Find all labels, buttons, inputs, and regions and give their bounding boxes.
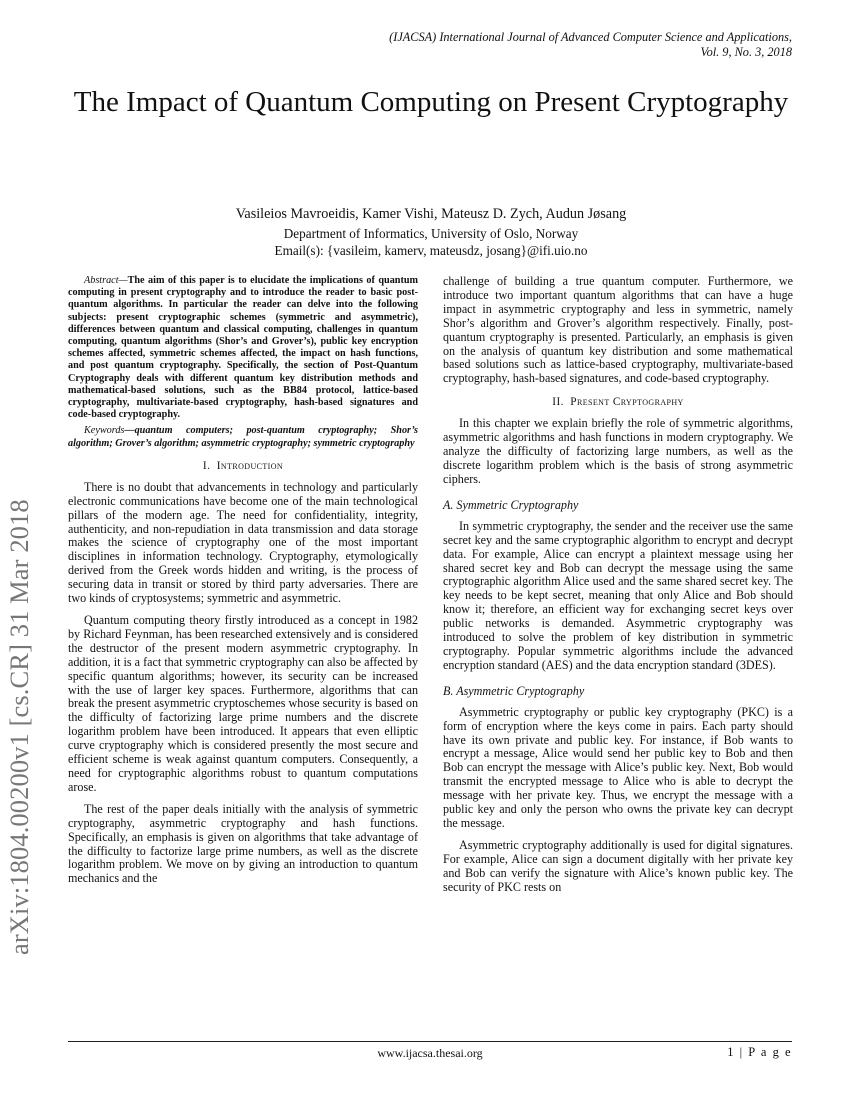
section-heading-present-cryptography <box>443 396 793 408</box>
section-title: Present Cryptography <box>570 396 684 409</box>
section-title: Introduction <box>216 459 284 472</box>
section-heading-introduction <box>68 460 418 472</box>
footer-url[interactable]: www.ijacsa.thesai.org <box>377 1046 483 1060</box>
affiliation: Department of Informatics, University of Oslo, Norway <box>283 226 579 241</box>
keywords <box>68 425 418 449</box>
journal-name: (IJACSA) International Journal of Advanced Computer Science and Applications, <box>389 30 792 44</box>
keywords-lead: Keywords <box>84 425 125 437</box>
section-number: II. <box>552 396 564 409</box>
journal-volume: Vol. 9, No. 3, 2018 <box>700 45 792 59</box>
left-column <box>68 275 418 894</box>
page-number: 1 | P a g e <box>727 1045 792 1059</box>
present-paragraph-1: In this chapter we explain briefly the role of symmetric algorithms, asymmetric algorithms and hash functions in modern cryptography. We analyze the difficulty of factorizing large numbers, as well as the discrete logarithm problem which is the basis of strong asymmetric ciphers. <box>443 416 793 486</box>
subsection-heading-symmetric: A. Symmetric Cryptography <box>443 497 579 512</box>
intro-paragraph-2: Quantum computing theory firstly introduced as a concept in 1982 by Richard Feynman, has been researched extensively and is considered the destructor of the present modern asymmetric cryptography. In addition, it is a fact that symmetric cryptography can also be affected by specific quantum algorithms; however, its security can be increased with the use of larger key spaces. Furthermore, algorithms that can break the present asymmetric cryptoschemes whose security is based on the difficulty of factorizing large prime numbers and the discrete logarithm problem have been introduced. It appears that even elliptic curve cryptography which is considered presently the most secure and efficient scheme is weak against quantum computers. Consequently, a need for cryptographic algorithms robust to quantum computations arose. <box>68 613 418 794</box>
arxiv-stamp[interactable]: arXiv:1804.00200v1 [cs.CR] 31 Mar 2018 <box>4 499 34 955</box>
asymmetric-paragraph-1: Asymmetric cryptography or public key cryptography (PKC) is a form of encryption where the keys come in pairs. Each party should have its own private and public key. For instance, if Bob wants to encrypt a message, Alice would send her public key to Bob and then Bob can encrypt the message with Alice’s public key. Next, Bob would transmit the encrypted message to Alice who is able to decrypt the message with her private key. Thus, we encrypt the message with a public key and only the person who owns the private key can decrypt the message. <box>443 704 793 830</box>
section-number: I. <box>202 459 211 472</box>
asymmetric-paragraph-2: Asymmetric cryptography additionally is used for digital signatures. For example, Alice can sign a document digitally with her private key and Bob can verify the signature with Alice’s known public key. The security of PKC rests on <box>443 837 793 894</box>
abstract <box>68 275 418 421</box>
symmetric-paragraph-1: In symmetric cryptography, the sender and the receiver use the same secret key and the same cryptographic algorithm to encrypt and decrypt data. For example, Alice can encrypt a plaintext message using her shared secret key and Bob can decrypt the message using the same cryptographic algorithm Alice used and the same shared secret key. The key needs to be kept secret, meaning that only Alice and Bob should know it; therefore, an efficient way for exchanging secret keys over public networks is demanded. Asymmetric cryptography was introduced to solve the problem of key distribution in symmetric cryptography. Popular symmetric algorithms include the advanced encryption standard (AES) and the data encryption standard (3DES). <box>443 518 793 672</box>
author-names: Vasileios Mavroeidis, Kamer Vishi, Mateusz D. Zych, Audun Jøsang <box>235 206 627 222</box>
author-emails[interactable]: Email(s): {vasileim, kamerv, mateusdz, josang}@ifi.uio.no <box>274 243 588 258</box>
intro-paragraph-1: There is no doubt that advancements in technology and particularly electronic communications have become one of the main technological pillars of the modern age. The need for confidentiality, integrity, authenticity, and non-repudiation in data transmission and data storage makes the science of cryptography one of the most important disciplines in information technology. Cryptography, etymologically derived from the Greek words hidden and writing, is the process of securing data in transit or stored by third party adversaries. There are two kinds of cryptosystems; symmetric and asymmetric. <box>68 479 418 606</box>
author-block <box>70 206 792 259</box>
journal-header <box>272 30 792 60</box>
abstract-text: The aim of this paper is to elucidate the implications of quantum computing in present cryptography and to introduce the reader to basic post-quantum algorithms. In particular the reader can delve into the following subjects: present cryptographic schemes (symmetric and asymmetric), differences between quantum and classical computing, challenges in quantum computing, quantum algorithms (Shor’s and Grover’s), public key encryption schemes affected, symmetric schemes affected, the impact on hash functions, and post quantum cryptography. Specifically, the section of Post-Quantum Cryptography deals with different quantum key distribution methods and mathematical-based solutions, such as the BB84 protocol, lattice-based cryptography, multivariate-based cryptography, hash-based signatures and code-based cryptography. <box>68 275 418 421</box>
intro-paragraph-3: The rest of the paper deals initially with the analysis of symmetric cryptography, asymmetric cryptography and hash functions. Specifically, an emphasis is given on algorithms that take advantage of the difficulty to factorize large prime numbers, as well as the discrete logarithm problem. We move on by giving an introduction to quantum mechanics and the <box>68 801 418 886</box>
intro-paragraph-3-continued: challenge of building a true quantum computer. Furthermore, we introduce two important quantum algorithms that can have a huge impact in asymmetric cryptography and less in symmetric, namely Shor’s algorithm and Grover’s algorithm respectively. Finally, post-quantum cryptography is presented. Particularly, an emphasis is given on the analysis of quantum key distribution and some mathematical based solutions such as lattice-based cryptography, multivariate-based cryptography, hash-based signatures, and code-based cryptography. <box>443 274 793 386</box>
paper-title: The Impact of Quantum Computing on Present Cryptography <box>73 86 789 118</box>
abstract-lead: Abstract— <box>84 275 128 286</box>
subsection-heading-asymmetric: B. Asymmetric Cryptography <box>443 683 585 698</box>
keywords-text: —quantum computers; post-quantum cryptography; Shor’s algorithm; Grover’s algorithm; asymmetric cryptography; symmetric cryptography <box>68 425 418 449</box>
right-column <box>443 275 793 903</box>
footer-divider <box>68 1041 792 1042</box>
